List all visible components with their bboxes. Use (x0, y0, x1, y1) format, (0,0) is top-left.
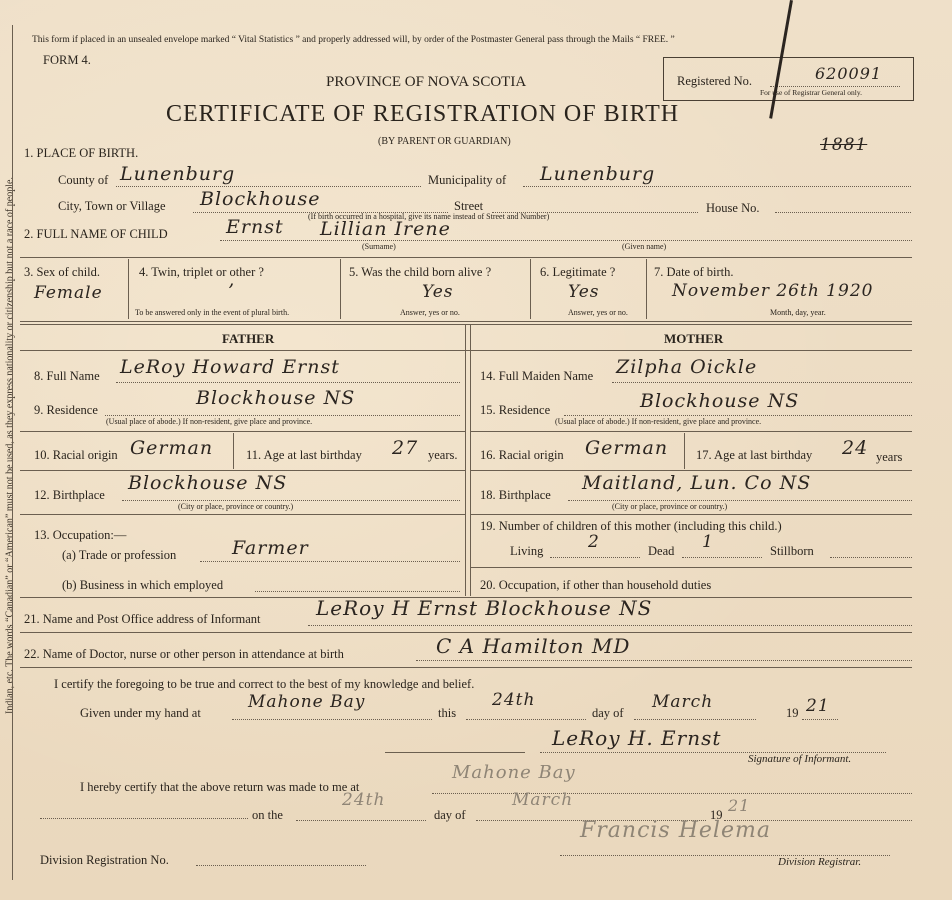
this-label: this (438, 706, 457, 720)
doctor-label: 22. Name of Doctor, nurse or other person in attendance at birth (24, 647, 344, 661)
father-residence-note: (Usual place of abode.) If non-resident, give place and province. (106, 417, 313, 426)
given-day: 24th (492, 690, 536, 710)
legitimate-value: Yes (568, 282, 600, 302)
legitimate-note: Answer, yes or no. (568, 308, 628, 317)
sex-label: 3. Sex of child. (24, 265, 101, 279)
stillborn-label: Stillborn (770, 544, 814, 558)
father-name: LeRoy Howard Ernst (120, 356, 340, 378)
struck-number: 1881 (820, 135, 868, 155)
mother-age: 24 (842, 437, 869, 459)
mother-birthplace: Maitland, Lun. Co NS (582, 472, 812, 494)
father-heading: FATHER (222, 331, 275, 346)
children-count-label: 19. Number of children of this mother (including this child.) (480, 519, 782, 533)
registered-number: 620091 (815, 64, 883, 83)
margin-rule (12, 25, 13, 880)
surname-caption: (Surname) (362, 242, 396, 251)
informant-label: 21. Name and Post Office address of Informant (24, 612, 261, 626)
mother-age-label: 17. Age at last birthday (696, 448, 813, 462)
registrar-month: March (512, 790, 574, 810)
doctor-value: C A Hamilton MD (436, 634, 631, 658)
child-name-label: 2. FULL NAME OF CHILD (24, 227, 168, 241)
alive-note: Answer, yes or no. (400, 308, 460, 317)
given-year: 21 (806, 696, 830, 716)
county-label: County of (58, 173, 109, 187)
certificate-subtitle: (BY PARENT OR GUARDIAN) (378, 136, 511, 147)
house-number-label: House No. (706, 201, 760, 215)
twin-note: To be answered only in the event of plural birth. (135, 308, 290, 317)
registrar-day: 24th (342, 790, 386, 810)
informant-signature: LeRoy H. Ernst (552, 726, 722, 750)
living-count: 2 (588, 532, 600, 552)
legitimate-label: 6. Legitimate ? (540, 265, 616, 279)
form-number: FORM 4. (43, 53, 91, 67)
registrar-place: Mahone Bay (452, 762, 576, 783)
mother-name-label: 14. Full Maiden Name (480, 369, 594, 383)
street-label: Street (454, 199, 484, 213)
registrar-year-prefix: 19 (710, 808, 723, 822)
twin-value: ’ (228, 280, 236, 302)
occupation-label: 13. Occupation:— (34, 528, 127, 542)
city-label: City, Town or Village (58, 199, 166, 213)
certify-statement: I certify the foregoing to be true and correct to the best of my knowledge and belief. (54, 677, 475, 691)
father-racial-label: 10. Racial origin (34, 448, 118, 462)
father-birthplace-label: 12. Birthplace (34, 488, 105, 502)
place-of-birth-label: 1. PLACE OF BIRTH. (24, 146, 139, 160)
given-caption: (Given name) (622, 242, 667, 251)
informant-value: LeRoy H Ernst Blockhouse NS (316, 596, 653, 620)
father-residence: Blockhouse NS (196, 387, 356, 409)
father-residence-label: 9. Residence (34, 403, 98, 417)
mother-residence-label: 15. Residence (480, 403, 551, 417)
mother-birthplace-label: 18. Birthplace (480, 488, 551, 502)
alive-label: 5. Was the child born alive ? (349, 265, 492, 279)
mother-residence: Blockhouse NS (640, 390, 800, 412)
child-given-names: Lillian Irene (320, 218, 451, 240)
dob-note: Month, day, year. (770, 308, 826, 317)
father-age-label: 11. Age at last birthday (246, 448, 362, 462)
father-racial-origin: German (130, 437, 214, 459)
twin-label: 4. Twin, triplet or other ? (139, 265, 264, 279)
mother-name: Zilpha Oickle (616, 356, 758, 378)
father-birthplace: Blockhouse NS (128, 472, 288, 494)
trade-value: Farmer (232, 537, 309, 559)
mother-occupation-label: 20. Occupation, if other than household duties (480, 578, 712, 592)
postal-notice: This form if placed in an unsealed envelope marked “ Vital Statistics ” and properly addressed will, by order of the Postmaster General pass through the Mails “ FREE. ” (32, 35, 675, 45)
father-name-label: 8. Full Name (34, 369, 100, 383)
given-day-of: day of (592, 706, 624, 720)
mother-heading: MOTHER (664, 331, 724, 346)
mother-age-unit: years (876, 450, 903, 464)
registrar-day-of: day of (434, 808, 466, 822)
trade-label: (a) Trade or profession (62, 548, 177, 562)
certificate-title: CERTIFICATE OF REGISTRATION OF BIRTH (166, 101, 680, 127)
mother-residence-note: (Usual place of abode.) If non-resident, give place and province. (555, 417, 762, 426)
mother-birthplace-note: (City or place, province or country.) (612, 502, 728, 511)
alive-value: Yes (422, 282, 454, 302)
given-month: March (652, 692, 714, 712)
mother-racial-label: 16. Racial origin (480, 448, 564, 462)
given-label: Given under my hand at (80, 706, 201, 720)
blank-signature-line (385, 752, 525, 753)
dob-value: November 26th 1920 (672, 281, 874, 301)
municipality-label: Municipality of (428, 173, 507, 187)
given-place: Mahone Bay (248, 692, 366, 712)
county-value: Lunenburg (120, 163, 236, 185)
child-surname: Ernst (226, 216, 284, 238)
living-label: Living (510, 544, 544, 558)
hospital-note: (If birth occurred in a hospital, give its name instead of Street and Number) (308, 212, 550, 221)
dead-label: Dead (648, 544, 675, 558)
division-registrar-caption: Division Registrar. (778, 856, 862, 868)
informant-signature-caption: Signature of Informant. (748, 753, 852, 765)
registrar-statement: I hereby certify that the above return was made to me at (80, 780, 360, 794)
given-year-prefix: 19 (786, 706, 799, 720)
dob-label: 7. Date of birth. (654, 265, 734, 279)
dead-count: 1 (702, 532, 714, 552)
father-birthplace-note: (City or place, province or country.) (178, 502, 294, 511)
municipality-value: Lunenburg (540, 163, 656, 185)
province-title: PROVINCE OF NOVA SCOTIA (326, 74, 527, 90)
margin-instructions: Indian, etc. The words “Canadian” or “American” must not be used, as they express nationality or citizenship but not a race of people. (4, 177, 16, 714)
registrar-on-label: on the (252, 808, 283, 822)
father-age: 27 (392, 437, 419, 459)
registrar-year: 21 (728, 796, 751, 815)
mother-racial-origin: German (585, 437, 669, 459)
business-label: (b) Business in which employed (62, 578, 224, 592)
registered-note: For use of Registrar General only. (760, 88, 862, 97)
city-value: Blockhouse (200, 188, 321, 210)
father-age-unit: years. (428, 448, 458, 462)
registrar-signature: Francis Helema (580, 818, 771, 843)
sex-value: Female (34, 283, 103, 303)
division-registration-label: Division Registration No. (40, 853, 169, 867)
registered-label: Registered No. (677, 74, 752, 88)
